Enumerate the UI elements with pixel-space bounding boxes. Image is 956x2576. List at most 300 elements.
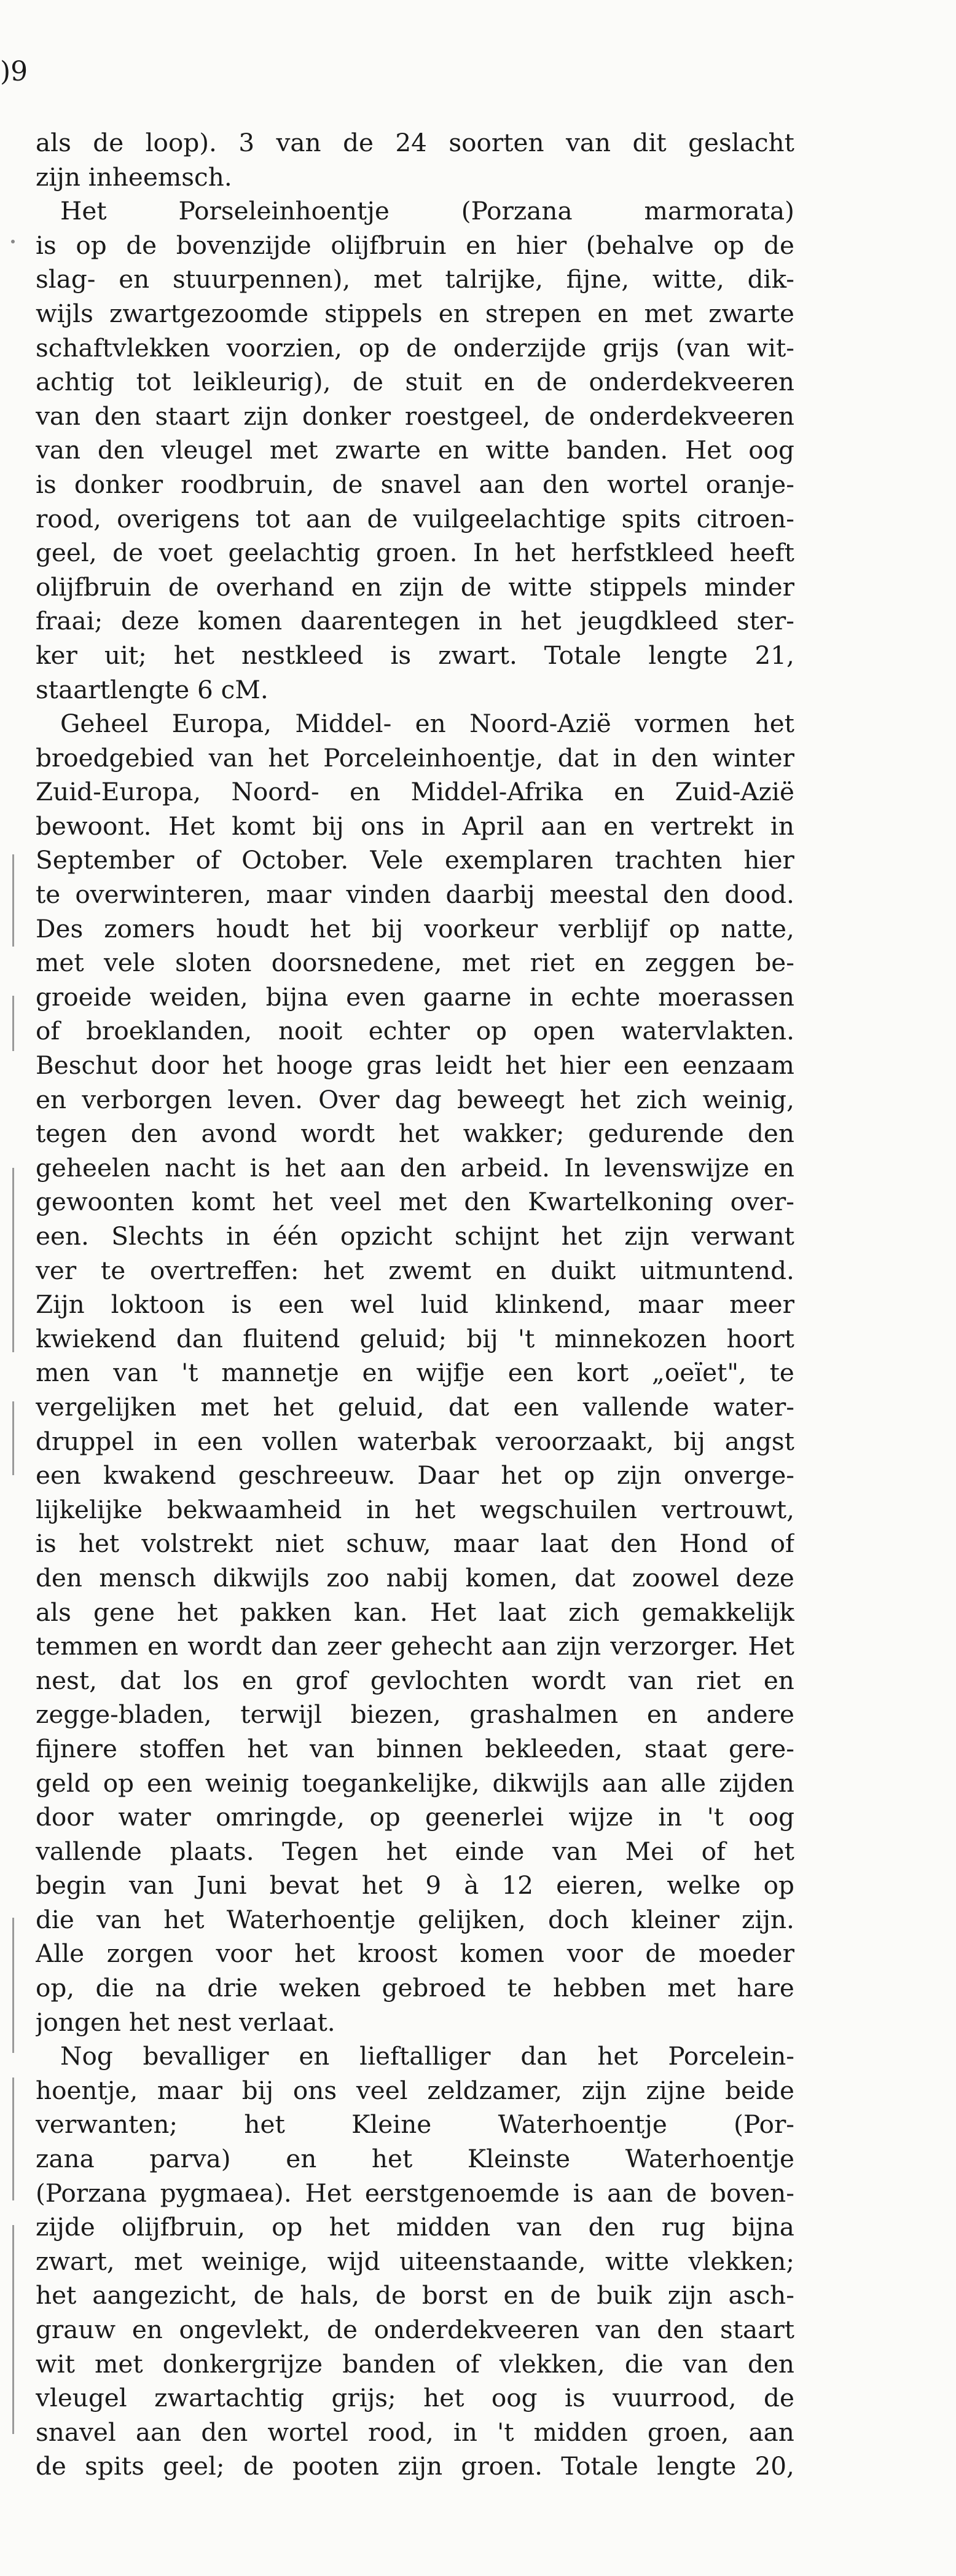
word: hoort <box>726 1323 794 1353</box>
word: het <box>247 1733 288 1763</box>
word: September <box>36 845 174 875</box>
word: gaarne <box>423 982 512 1012</box>
word: rood, <box>368 2417 434 2447</box>
word: toegankelijke, <box>302 1768 480 1798</box>
word: op <box>369 1802 401 1832</box>
word: lengte <box>648 640 728 670</box>
word: Over <box>318 1084 380 1114</box>
word: ster- <box>736 606 794 636</box>
word: zijden <box>719 1768 794 1798</box>
word: en <box>503 2280 535 2310</box>
word: In <box>472 538 500 568</box>
word: bijna <box>265 982 329 1012</box>
word: gelijken, <box>418 1904 526 1934</box>
word: winter <box>712 742 794 773</box>
text-line <box>36 297 794 331</box>
word: nacht <box>165 1152 236 1183</box>
word: in <box>154 1426 178 1456</box>
word: boven- <box>710 2178 794 2208</box>
margin-mark <box>12 854 14 947</box>
word: (Por- <box>734 2109 794 2140</box>
word: Het <box>168 811 215 841</box>
word: hals, <box>300 2280 360 2310</box>
word: beide <box>725 2075 794 2105</box>
word: vinden <box>346 880 431 910</box>
word: bij <box>241 2075 274 2105</box>
word: gevlochten <box>370 1665 509 1695</box>
word: 20, <box>754 2451 794 2481</box>
word: wit- <box>746 333 794 363</box>
word: borst <box>421 2280 488 2310</box>
word: voet <box>159 538 213 568</box>
word: zana <box>36 2144 95 2174</box>
text-line <box>36 2313 794 2347</box>
text-line <box>36 331 794 366</box>
word: banden <box>342 2349 436 2379</box>
text-line <box>36 126 794 160</box>
text-line <box>36 1356 794 1390</box>
text-line <box>36 1151 794 1186</box>
word: de <box>764 230 794 260</box>
word: de <box>406 333 437 363</box>
word: laat <box>498 1597 547 1627</box>
word: geheelen <box>36 1152 151 1183</box>
word: donker <box>74 469 163 499</box>
word: de <box>36 2451 66 2481</box>
word: met <box>667 1973 716 2003</box>
word: nabij <box>386 1562 449 1593</box>
word: den <box>97 435 144 465</box>
word: te <box>100 1255 126 1285</box>
word: talrijke, <box>445 264 543 294</box>
word: dat <box>120 1665 161 1695</box>
word: Totale <box>544 640 622 670</box>
word: zich <box>568 1597 620 1627</box>
word: bevalliger <box>143 2041 269 2071</box>
word: roodbruin, <box>181 469 315 499</box>
text-line <box>36 502 794 537</box>
word: het <box>163 1904 205 1934</box>
word: een <box>197 1426 243 1456</box>
text-line <box>36 809 794 844</box>
word: groen. <box>375 538 458 568</box>
word: verzorger. <box>610 1631 739 1661</box>
word: nest, <box>36 1665 97 1695</box>
word: open <box>533 1016 595 1046</box>
word: olijfbruin, <box>121 2212 245 2242</box>
word: bekwaamheid <box>167 1494 342 1524</box>
word: de <box>544 401 575 431</box>
word: het <box>268 742 309 773</box>
word: is <box>573 2178 594 2208</box>
word: het <box>310 913 351 943</box>
text-line <box>36 1835 794 1869</box>
word: drie <box>207 1973 258 2003</box>
text-line <box>36 878 794 912</box>
word: weinig <box>205 1768 289 1798</box>
word: en <box>763 1152 794 1183</box>
word: zijn <box>399 572 444 602</box>
word: van <box>628 1665 674 1695</box>
word: angst <box>724 1426 794 1456</box>
word: riet <box>530 948 575 978</box>
word: eieren, <box>556 1870 645 1900</box>
word: den <box>399 1152 447 1183</box>
word: riet <box>696 1665 741 1695</box>
word: maar <box>157 2075 222 2105</box>
text-line <box>36 843 794 878</box>
word: een <box>513 1392 559 1422</box>
word: Porseleinhoentje <box>178 196 390 226</box>
word: hoentje, <box>36 2075 138 2105</box>
word: het <box>329 2212 370 2242</box>
word: zegge-bladen, <box>36 1700 212 1730</box>
word: 12 <box>501 1870 534 1900</box>
word: uitmuntend. <box>640 1255 794 1285</box>
text-line <box>36 1527 794 1561</box>
word: doch <box>547 1904 609 1934</box>
word: die <box>624 2349 664 2379</box>
word: het <box>222 1050 263 1081</box>
word: ons <box>361 811 405 841</box>
text-line <box>36 2210 794 2245</box>
word: stippels <box>589 572 688 602</box>
word: Daar <box>417 1460 479 1491</box>
word: men <box>36 1358 90 1388</box>
word: zwart. <box>438 640 517 670</box>
word: den <box>588 2212 635 2242</box>
word: het <box>284 1152 326 1183</box>
text-line <box>36 2245 794 2279</box>
word: water- <box>713 1392 794 1422</box>
word: zeldzamer, <box>427 2075 563 2105</box>
word: deze <box>120 606 180 636</box>
word: daarentegen <box>300 606 460 636</box>
word: Noord- <box>231 777 319 807</box>
word: over- <box>730 1187 794 1217</box>
text-line <box>36 1083 794 1117</box>
word: in <box>478 606 503 636</box>
word: gehecht <box>390 1631 492 1661</box>
word: witte <box>605 2246 670 2276</box>
word: de <box>666 2178 697 2208</box>
word: doorsnedene, <box>271 948 442 978</box>
word: hier <box>559 1050 611 1081</box>
text-line <box>36 1937 794 1971</box>
word: het <box>505 1050 546 1081</box>
text-line <box>36 2279 794 2313</box>
word: veel <box>356 2075 408 2105</box>
word: en <box>299 2041 330 2071</box>
word: eerstgenoemde <box>364 2178 560 2208</box>
text-line <box>36 1390 794 1425</box>
word: binnen <box>376 1733 463 1763</box>
text-line <box>36 1561 794 1596</box>
word: jeugdkleed <box>579 606 719 636</box>
word: overtreffen: <box>149 1255 299 1285</box>
word: geschreeuw. <box>238 1460 396 1491</box>
word: veel <box>330 1187 382 1217</box>
word: biezen, <box>350 1700 441 1730</box>
word: October. <box>241 845 349 875</box>
word: aan <box>748 2417 794 2447</box>
word: donker <box>302 401 391 431</box>
word: te <box>769 1358 794 1388</box>
word: even <box>346 982 406 1012</box>
text-line <box>36 365 794 400</box>
word: kroost <box>358 1939 437 1969</box>
word: donkergrijze <box>162 2349 323 2379</box>
word: midden <box>396 2212 491 2242</box>
word: vleugel <box>36 2383 127 2413</box>
word: verborgen <box>82 1084 213 1114</box>
word: van <box>595 2315 641 2344</box>
text-line <box>36 536 794 570</box>
word: spits <box>85 2451 144 2481</box>
word: zwartachtig <box>154 2383 305 2413</box>
word: op <box>713 230 745 260</box>
word: plaats. <box>170 1836 254 1866</box>
word: de <box>645 1939 676 1969</box>
word: komen <box>197 606 283 636</box>
text-line <box>36 1629 794 1664</box>
word: trachten <box>614 845 723 875</box>
word: (behalve <box>586 230 694 260</box>
word: en <box>437 435 469 465</box>
word: is <box>36 469 57 499</box>
word: kwakend <box>103 1460 216 1491</box>
word: zeer <box>327 1631 382 1661</box>
word: bewoont. <box>36 811 152 841</box>
word: 9 <box>425 1870 442 1900</box>
word: wordt <box>187 1631 262 1661</box>
word: is <box>565 2383 586 2413</box>
word: zomers <box>104 913 195 943</box>
word: vlekken; <box>688 2246 794 2276</box>
word: de <box>112 538 144 568</box>
word: witte <box>485 435 550 465</box>
word: het <box>561 1221 602 1251</box>
word: vallende <box>582 1392 689 1422</box>
word: Tegen <box>282 1836 358 1866</box>
text-line <box>36 1698 794 1732</box>
word: geel, <box>36 538 97 568</box>
word: Waterhoentje <box>625 2144 794 2174</box>
word: parva) <box>149 2144 231 2174</box>
word: van <box>683 2349 728 2379</box>
word: onderdekveeren <box>589 401 794 431</box>
word: zijn. <box>742 1904 794 1934</box>
word: 't <box>707 1802 724 1832</box>
word: meer <box>729 1290 794 1320</box>
word: natte, <box>721 913 794 943</box>
word: wit <box>36 2349 75 2379</box>
word: Juni <box>197 1870 247 1900</box>
word: na <box>155 1973 186 2003</box>
word: met <box>36 948 84 978</box>
word: op <box>763 1870 794 1900</box>
word: met <box>461 948 511 978</box>
word: April <box>462 811 524 841</box>
word: en <box>350 777 381 807</box>
word: nooit <box>278 1016 343 1046</box>
word: tegen <box>36 1119 108 1149</box>
page-number: )9 <box>0 56 28 87</box>
word: van <box>36 435 81 465</box>
text-line <box>36 2039 794 2074</box>
word: 't <box>517 1323 535 1353</box>
word: voor <box>216 1939 272 1969</box>
word: zijn <box>556 1631 601 1661</box>
word: zijde <box>36 2212 95 2242</box>
word: gebroed <box>382 1973 486 2003</box>
word: Slechts <box>111 1221 204 1251</box>
word: de <box>764 2383 794 2413</box>
word: Waterhoentje <box>498 2109 667 2140</box>
word: en <box>415 709 446 739</box>
text-line <box>36 980 794 1015</box>
word: en <box>36 1084 67 1114</box>
word: door <box>36 1802 94 1832</box>
word: Porcelein- <box>668 2041 794 2071</box>
word: die <box>36 1904 74 1934</box>
word: rood, <box>36 503 101 534</box>
word: en <box>466 230 497 260</box>
word: Het <box>748 1631 794 1661</box>
word: op <box>76 230 107 260</box>
word: Kleinste <box>467 2144 571 2174</box>
word: Het <box>684 435 732 465</box>
word: dan <box>520 2041 568 2071</box>
word: kort <box>576 1358 629 1388</box>
word: welke <box>667 1870 741 1900</box>
word: maar <box>266 880 332 910</box>
word: en <box>603 811 635 841</box>
margin-mark <box>12 1401 14 1475</box>
word: schijnt <box>454 1221 539 1251</box>
word: witte, <box>652 264 724 294</box>
word: vleugel <box>161 435 253 465</box>
word: het <box>272 1187 313 1217</box>
word: in <box>421 811 445 841</box>
word: wel <box>350 1290 394 1320</box>
word: van <box>113 1358 159 1388</box>
text-line <box>36 1219 794 1254</box>
word: Noord-Azië <box>469 709 611 739</box>
word: en <box>241 1665 273 1695</box>
word: het <box>579 1084 621 1114</box>
word: marmorata) <box>644 196 794 226</box>
word: het <box>398 1119 440 1149</box>
word: fraai; <box>36 606 103 636</box>
word: vertrekt <box>651 811 754 841</box>
word: komen, <box>465 1562 558 1593</box>
word: gemakkelijk <box>641 1597 794 1627</box>
word: pygmaea). <box>160 2178 292 2208</box>
margin-mark <box>12 1918 14 2053</box>
text-line: zijn inheemsch. <box>36 162 232 192</box>
word: vlekken, <box>499 2349 605 2379</box>
word: roestgeel, <box>404 401 531 431</box>
word: Porceleinhoentje, <box>323 742 544 773</box>
word: geel; <box>163 2451 225 2481</box>
word: het <box>423 2383 464 2413</box>
word: overwinteren, <box>75 880 252 910</box>
word: snavel <box>380 469 461 499</box>
word: exemplaren <box>444 845 594 875</box>
text-line <box>36 194 794 229</box>
word: Geheel <box>60 709 149 739</box>
word: met <box>374 264 422 294</box>
word: met <box>133 2246 182 2276</box>
word: op <box>668 913 700 943</box>
word: den <box>610 1529 657 1559</box>
word: een <box>36 1460 82 1491</box>
word: ongevlekt, <box>179 2315 311 2344</box>
word: heeft <box>729 538 794 568</box>
word: wegschuilen <box>479 1494 638 1524</box>
word: den <box>464 1187 511 1217</box>
word: buik <box>597 2280 652 2310</box>
word: wijze <box>568 1802 633 1832</box>
word: of <box>36 1016 60 1046</box>
word: mensch <box>99 1562 197 1593</box>
word: 3 <box>238 128 255 157</box>
word: gewoonten <box>36 1187 174 1217</box>
word: komt <box>232 811 296 841</box>
word: zwart, <box>36 2246 115 2276</box>
word: Middel-Afrika <box>410 777 584 807</box>
word: midden <box>533 2417 628 2447</box>
word: dat <box>574 1562 616 1593</box>
word: en <box>597 298 629 328</box>
word: grauw <box>36 2315 116 2344</box>
word: fijne, <box>566 264 630 294</box>
word: aan <box>607 2178 653 2208</box>
word: in <box>658 1802 683 1832</box>
word: onderdekveeren <box>589 367 794 397</box>
word: Totale <box>561 2451 638 2481</box>
word: wijd <box>327 2246 380 2276</box>
word: het <box>520 606 562 636</box>
word: sloten <box>175 948 252 978</box>
word: omringde, <box>216 1802 345 1832</box>
word: in <box>529 982 554 1012</box>
word: leven. <box>227 1084 303 1114</box>
word: (Porzana <box>461 196 573 226</box>
word: beweegt <box>456 1084 565 1114</box>
word: eenzaam <box>682 1050 794 1081</box>
word: laat <box>540 1529 589 1559</box>
word: de <box>168 572 199 602</box>
word: Kleine <box>351 2109 432 2140</box>
word: of <box>455 2349 480 2379</box>
word: staart <box>155 401 230 431</box>
word: Zijn <box>36 1290 85 1320</box>
word: aan <box>340 1152 386 1183</box>
word: het <box>753 709 794 739</box>
word: strepen <box>485 298 582 328</box>
word: lijkelijke <box>36 1494 143 1524</box>
word: den <box>94 401 141 431</box>
word: zijn <box>243 401 289 431</box>
word: zijn <box>581 2075 627 2105</box>
word: witte <box>508 572 573 602</box>
word: Waterhoentje <box>226 1904 396 1934</box>
text-line <box>36 229 794 263</box>
word: andere <box>706 1700 794 1730</box>
word: op, <box>36 1973 75 2003</box>
